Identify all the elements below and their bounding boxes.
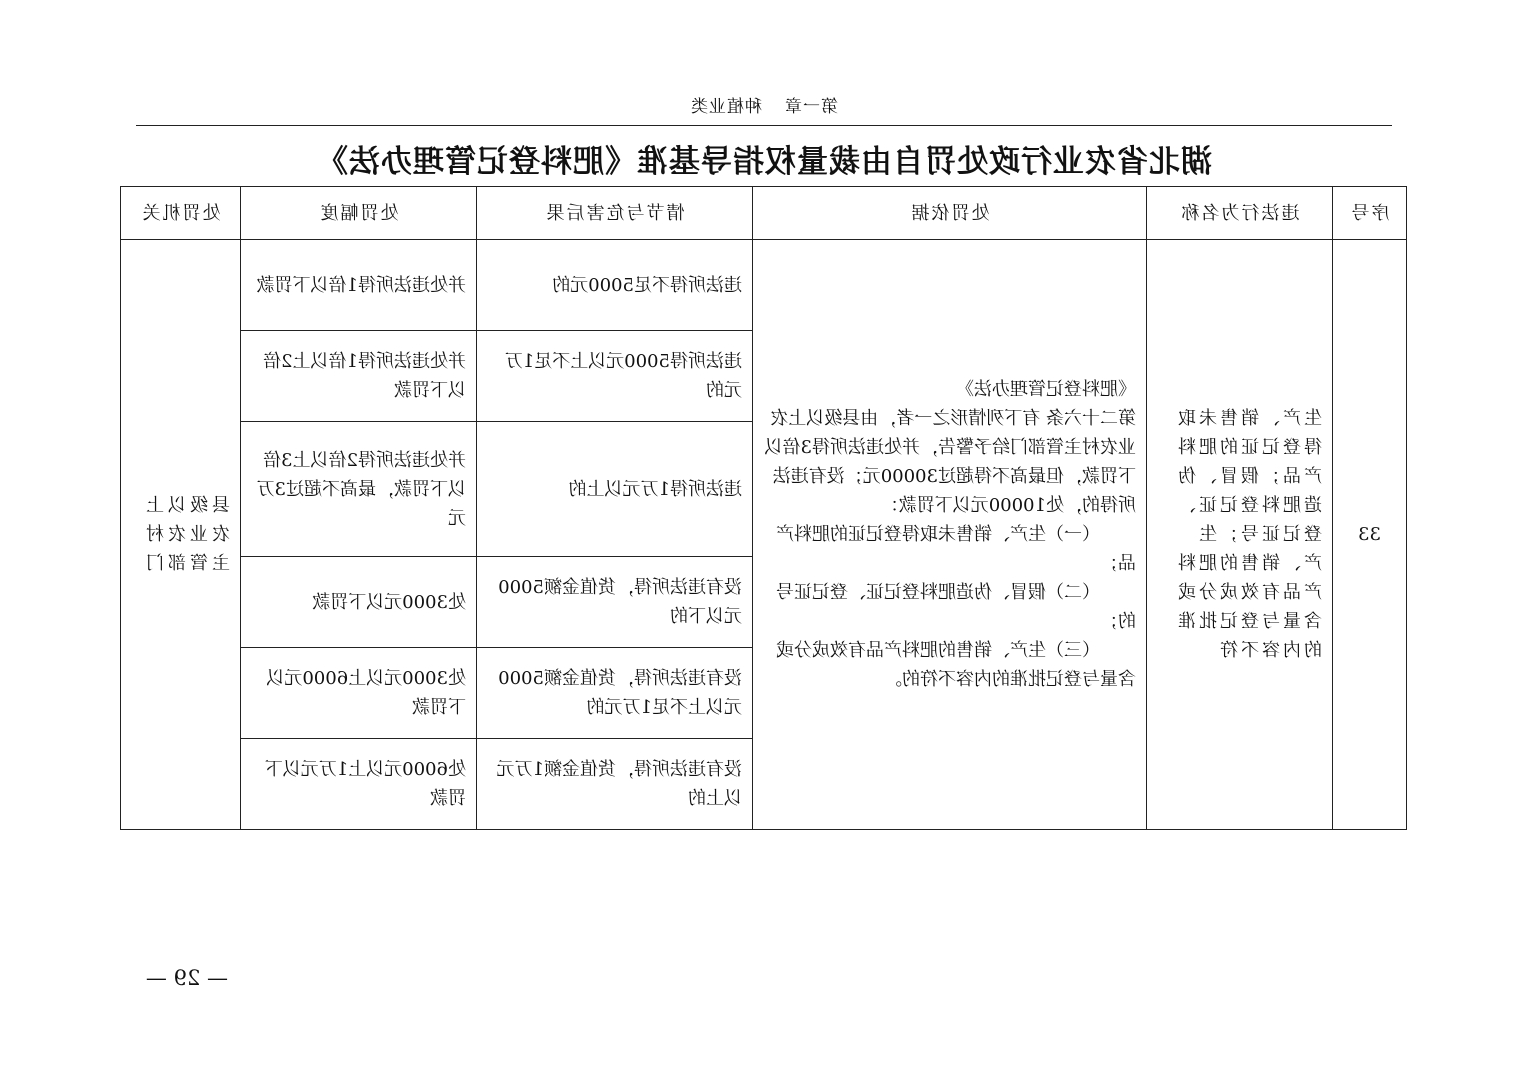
header-penalty-basis: 处罚依据 <box>753 187 1147 240</box>
penalty-standards-table <box>120 186 1407 830</box>
circumstance-cell: 没有违法所得，货值金额5000元以下的 <box>477 557 753 648</box>
penalty-basis <box>753 240 1147 830</box>
basis-law-title: 《肥料登记管理办法》 <box>956 379 1136 400</box>
penalty-range-cell: 并处违法所得1倍以上2倍以下罚款 <box>241 331 477 422</box>
penalty-range-cell: 并处违法所得1倍以下罚款 <box>241 240 477 331</box>
page-number: — 29 — <box>145 966 228 990</box>
row-number: 33 <box>1333 240 1407 830</box>
penalty-authority: 县级以上农业农村主管部门 <box>121 240 241 830</box>
section-label: 种植业类 <box>690 97 762 117</box>
chapter-label: 第一章 <box>784 97 838 117</box>
basis-item-3: （三）生产、销售的肥料产品有效成分或含量与登记批准的内容不符的。 <box>776 640 1136 690</box>
basis-article: 第二十六条 有下列情形之一者，由县级以上农业农村主管部门给予警告，并处违法所得3倍以下罚款，但最高不得超过30000元；没有违法所得的，处10000元以下罚款： <box>764 408 1136 516</box>
violation-name: 生产、销售未取得登记证的肥料产品；假冒、伪造肥料登记证、登记证号；生产、销售的肥料产品有效成分或含量与登记批准的内容不符 <box>1147 240 1333 830</box>
penalty-range-cell: 处6000元以上1万元以下罚款 <box>241 739 477 830</box>
table-row <box>121 240 1407 331</box>
basis-item-2: （二）假冒、伪造肥料登记证、登记证号的； <box>776 582 1136 632</box>
header-rule <box>136 125 1392 126</box>
header-violation-name: 违法行为名称 <box>1147 187 1333 240</box>
circumstance-cell: 违法所得1万元以上的 <box>477 422 753 557</box>
circumstance-cell: 没有违法所得，货值金额1万元以上的 <box>477 739 753 830</box>
basis-item-1: （一）生产、销售未取得登记证的肥料产品； <box>776 524 1136 574</box>
document-title: 湖北省农业行政处罚自由裁量权指导基准《肥料登记管理办法》 <box>316 144 1212 180</box>
table-header-row <box>121 187 1407 240</box>
penalty-range-cell: 处3000元以下罚款 <box>241 557 477 648</box>
penalty-range-cell: 处3000元以上6000元以下罚款 <box>241 648 477 739</box>
penalty-range-cell: 并处违法所得2倍以上3倍以下罚款，最高不超过3万元 <box>241 422 477 557</box>
header-no: 序号 <box>1333 187 1407 240</box>
running-header <box>0 92 1528 117</box>
header-circumstance: 情节与危害后果 <box>477 187 753 240</box>
header-penalty-range: 处罚幅度 <box>241 187 477 240</box>
circumstance-cell: 违法所得不足5000元的 <box>477 240 753 331</box>
circumstance-cell: 没有违法所得，货值金额5000元以上不足1万元的 <box>477 648 753 739</box>
header-authority: 处罚机关 <box>121 187 241 240</box>
circumstance-cell: 违法所得5000元以上不足1万元的 <box>477 331 753 422</box>
